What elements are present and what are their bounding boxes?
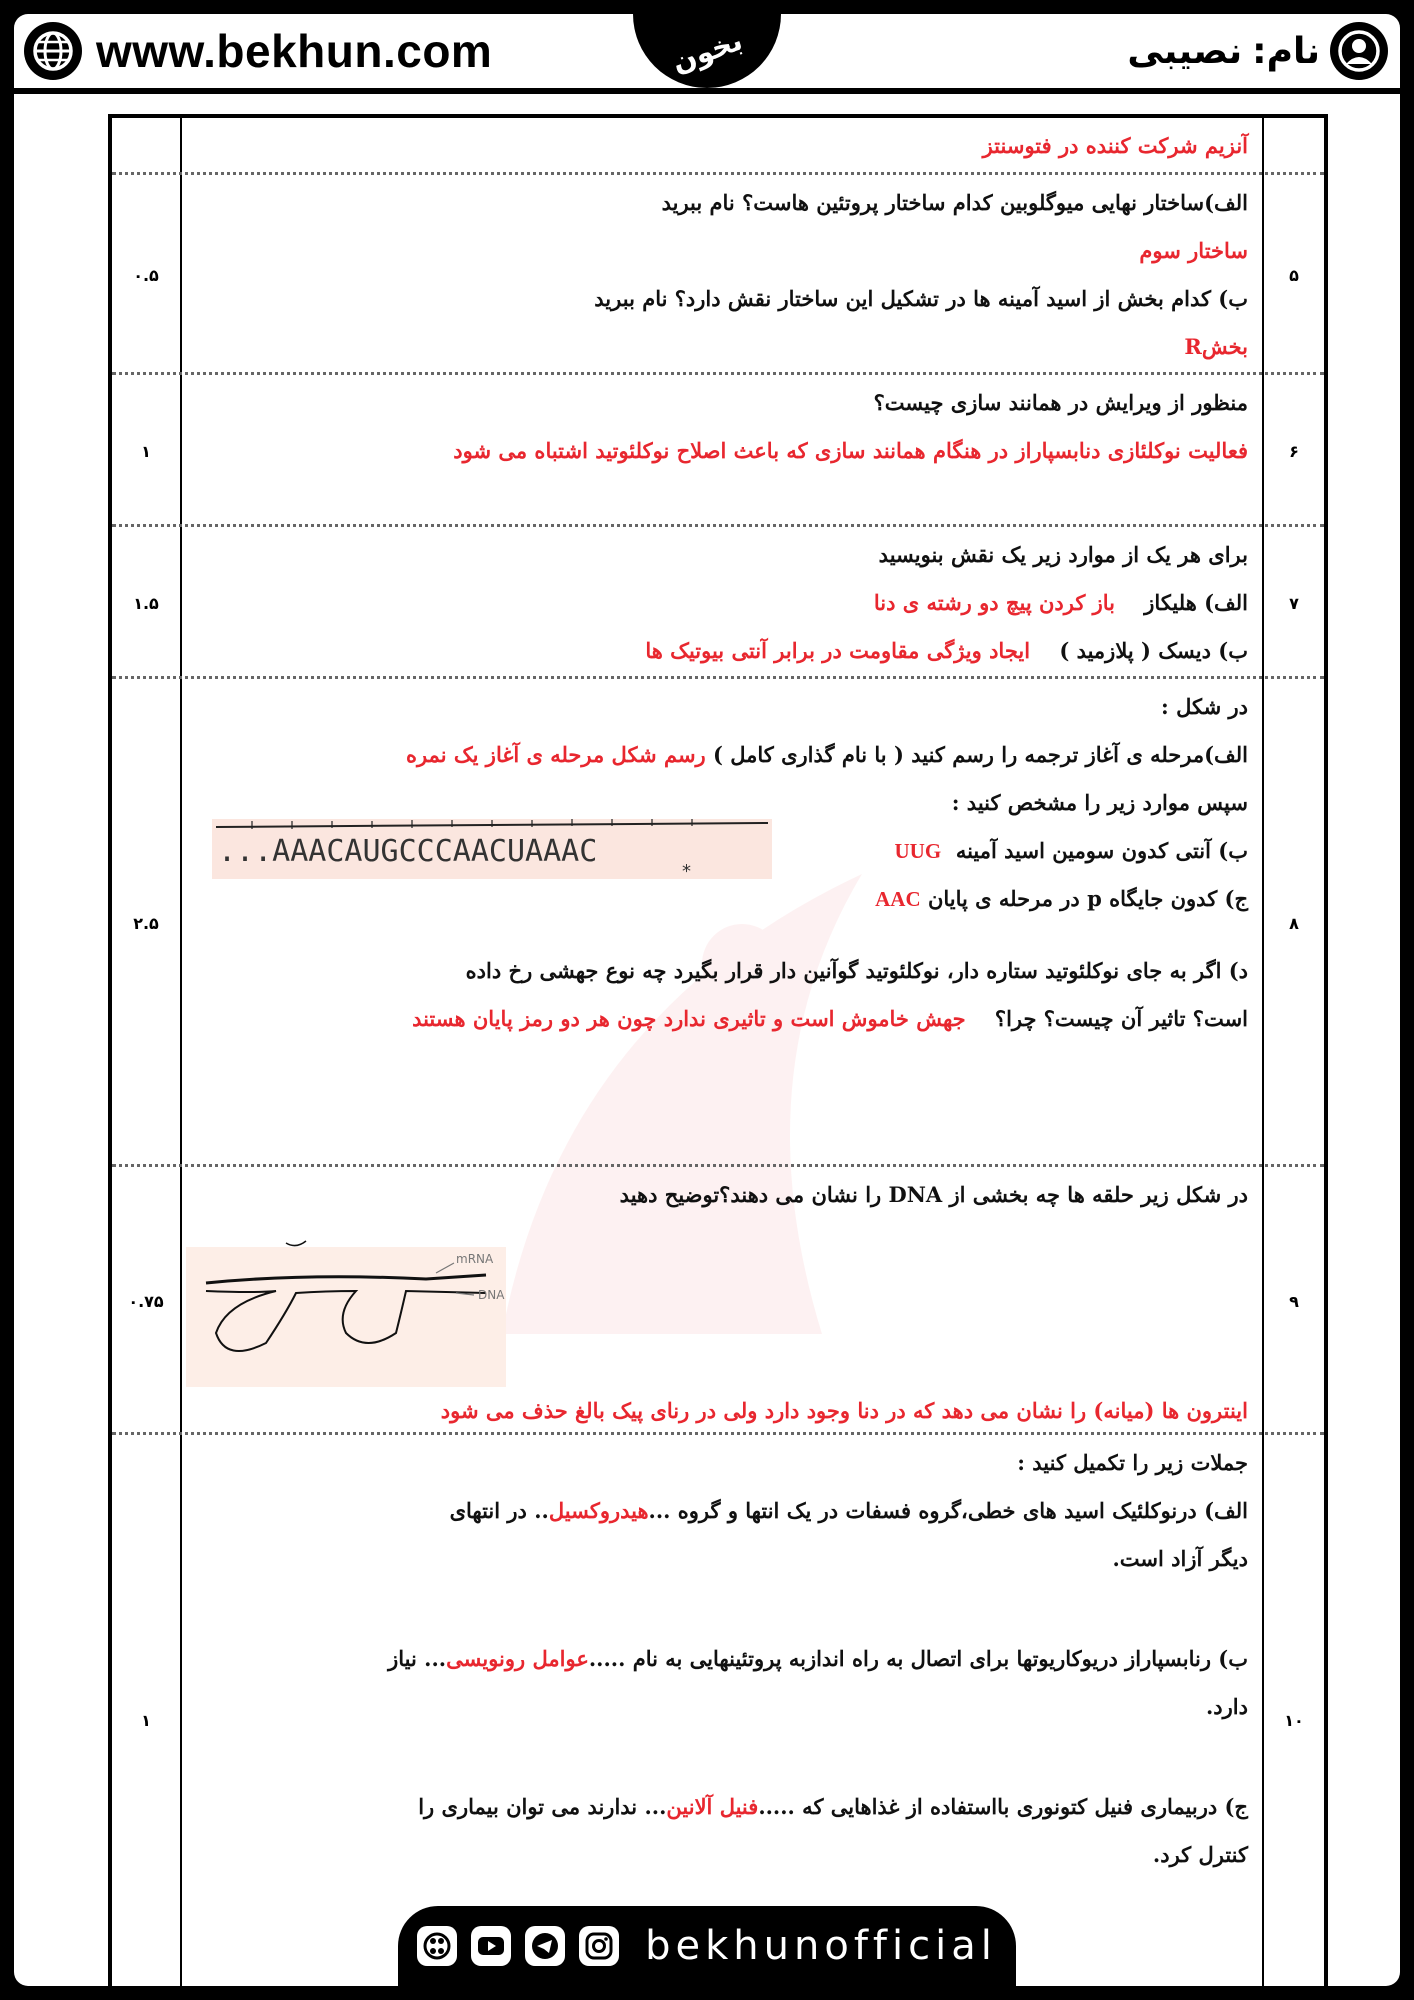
row-content xyxy=(184,375,1260,527)
answer-text: ساختار سوم xyxy=(1139,238,1248,263)
question-line xyxy=(194,627,1248,675)
answer-text: فعالیت نوکلئازی دنابسپاراز در هنگام همانند سازی که باعث اصلاح نوکلئوتید اشتباه می شود xyxy=(453,438,1248,463)
question-line xyxy=(194,731,1248,779)
brand-logo xyxy=(633,14,781,88)
question-text: د) اگر به جای نوکلئوتید ستاره دار، نوکلئوتید گوآنین دار قرار بگیرد چه نوع جهشی رخ داده xyxy=(465,958,1248,983)
question-score: ۱ xyxy=(141,441,151,461)
social-handle[interactable]: bekhunofficial xyxy=(645,1923,997,1969)
question-number: ۹ xyxy=(1289,1291,1299,1311)
question-text: الف) درنوکلئیک اسید های خطی،گروه فسفات در یک انتها و گروه ... xyxy=(648,1498,1248,1523)
question-title: در شکل : xyxy=(1161,694,1248,719)
question-line xyxy=(194,995,1248,1043)
question-line xyxy=(194,579,1248,627)
question-score: ۰.۵ xyxy=(133,265,159,285)
row-content xyxy=(184,1435,1260,1986)
answer-table xyxy=(108,114,1328,1986)
question-score: ۲.۵ xyxy=(133,913,159,933)
table-row xyxy=(112,372,1324,527)
question-text: .. در انتهای xyxy=(449,1498,549,1523)
student-name xyxy=(1127,22,1388,80)
aparat-icon[interactable] xyxy=(417,1926,457,1966)
question-text: ب) کدام بخش از اسید آمینه ها در تشکیل این ساختار نقش دارد؟ نام ببرید xyxy=(594,286,1248,311)
table-row xyxy=(112,114,1324,176)
page xyxy=(14,14,1400,1986)
question-line xyxy=(194,1635,1248,1683)
header xyxy=(14,14,1400,90)
question-title: جملات زیر را تکمیل کنید : xyxy=(1017,1450,1248,1475)
site-url[interactable]: www.bekhun.com xyxy=(96,25,493,77)
answer-text: ایجاد ویژگی مقاومت در برابر آنتی بیوتیک ها xyxy=(645,638,1031,663)
site-link[interactable] xyxy=(24,22,492,80)
dna-label: DNA xyxy=(478,1288,505,1302)
question-number: ۸ xyxy=(1289,913,1299,933)
answer-text: هیدروکسیل xyxy=(548,1498,649,1523)
answer-text: عوامل رونویسی xyxy=(446,1646,589,1671)
answer-text: AAC xyxy=(875,887,921,911)
table-row xyxy=(112,524,1324,679)
table-row xyxy=(112,1164,1324,1435)
question-text: الف) هلیکاز xyxy=(1144,590,1248,615)
question-text: منظور از ویرایش در همانند سازی چیست؟ xyxy=(873,390,1248,415)
question-text: ب) دیسک ( پلازمید ) xyxy=(1059,638,1248,663)
question-number: ۱۰ xyxy=(1284,1710,1304,1730)
user-icon xyxy=(1330,22,1388,80)
question-text: ب) آنتی کدون سومین اسید آمینه xyxy=(955,838,1248,863)
telegram-icon[interactable] xyxy=(525,1926,565,1966)
answer-text: رسم شکل مرحله ی آغاز یک نمره xyxy=(405,742,706,767)
answer-text: بخشR xyxy=(1184,334,1248,359)
answer-text: آنزیم شرکت کننده در فتوسنتز xyxy=(982,133,1248,158)
question-text: الف)ساختار نهایی میوگلوبین کدام ساختار پروتئین هاست؟ نام ببرید xyxy=(661,190,1248,215)
question-text: ج) کدون جایگاه p در مرحله ی پایان xyxy=(927,886,1248,911)
question-number: ۵ xyxy=(1289,265,1299,285)
row-content xyxy=(184,175,1260,375)
intron-loops-sketch xyxy=(186,1233,536,1393)
question-text: دیگر آزاد است. xyxy=(1112,1546,1248,1571)
mrna-sequence-sketch xyxy=(212,811,772,883)
question-text: ... نیاز xyxy=(388,1646,447,1671)
question-text: ... ندارند می توان بیماری را xyxy=(418,1794,667,1819)
question-text: است؟ تاثیر آن چیست؟ چرا؟ xyxy=(994,1006,1248,1031)
header-divider xyxy=(14,88,1400,94)
question-number: ۷ xyxy=(1289,593,1299,613)
question-text: برای هر یک از موارد زیر یک نقش بنویسید xyxy=(878,542,1248,567)
question-line xyxy=(194,1783,1248,1831)
question-score: ۰.۷۵ xyxy=(128,1291,164,1311)
question-text: کنترل کرد. xyxy=(1152,1842,1248,1867)
question-number: ۶ xyxy=(1289,441,1299,461)
answer-text: فنیل آلانین xyxy=(666,1794,759,1819)
answer-text: جهش خاموش است و تاثیری ندارد چون هر دو رمز پایان هستند xyxy=(412,1006,966,1031)
name-label: نام: xyxy=(1252,30,1320,72)
row-content xyxy=(184,527,1260,679)
question-text: الف)مرحله ی آغاز ترجمه را رسم کنید ( با نام گذاری کامل ) xyxy=(713,742,1248,767)
table-row xyxy=(112,676,1324,1167)
answer-text: اینترون ها (میانه) را نشان می دهد که در دنا وجود دارد ولی در رنای پیک بالغ حذف می شود xyxy=(440,1398,1248,1423)
question-line xyxy=(194,1487,1248,1535)
mrna-label: mRNA xyxy=(456,1252,494,1266)
globe-icon xyxy=(24,22,82,80)
question-text: ب) رنابسپاراز دریوکاریوتها برای اتصال به راه اندازبه پروتئینهایی به نام ..... xyxy=(588,1646,1248,1671)
name-value: نصیبی xyxy=(1127,30,1243,72)
instagram-icon[interactable] xyxy=(579,1926,619,1966)
sequence-text: ...AAACAUGCCCAACUAAAC xyxy=(218,834,598,869)
answer-text: باز کردن پیچ دو رشته ی دنا xyxy=(873,590,1116,615)
star-mark: * xyxy=(682,861,691,882)
answer-text: UUG xyxy=(894,839,942,863)
question-text: دارد. xyxy=(1206,1694,1248,1719)
question-score: ۱.۵ xyxy=(133,593,159,613)
table-row xyxy=(112,172,1324,375)
social-footer xyxy=(398,1906,1016,1986)
row-content xyxy=(184,118,1260,176)
question-score: ۱ xyxy=(141,1710,151,1730)
row-content xyxy=(184,679,1260,1167)
question-text: ج) دربیماری فنیل کتونوری بااستفاده از غذاهایی که ..... xyxy=(758,1794,1248,1819)
question-text: در شکل زیر حلقه ها چه بخشی از DNA را نشان می دهند؟توضیح دهید xyxy=(619,1182,1248,1207)
table-row xyxy=(112,1432,1324,1986)
youtube-icon[interactable] xyxy=(471,1926,511,1966)
question-text: سپس موارد زیر را مشخص کنید : xyxy=(951,790,1248,815)
logo-text: بخون xyxy=(667,23,747,79)
